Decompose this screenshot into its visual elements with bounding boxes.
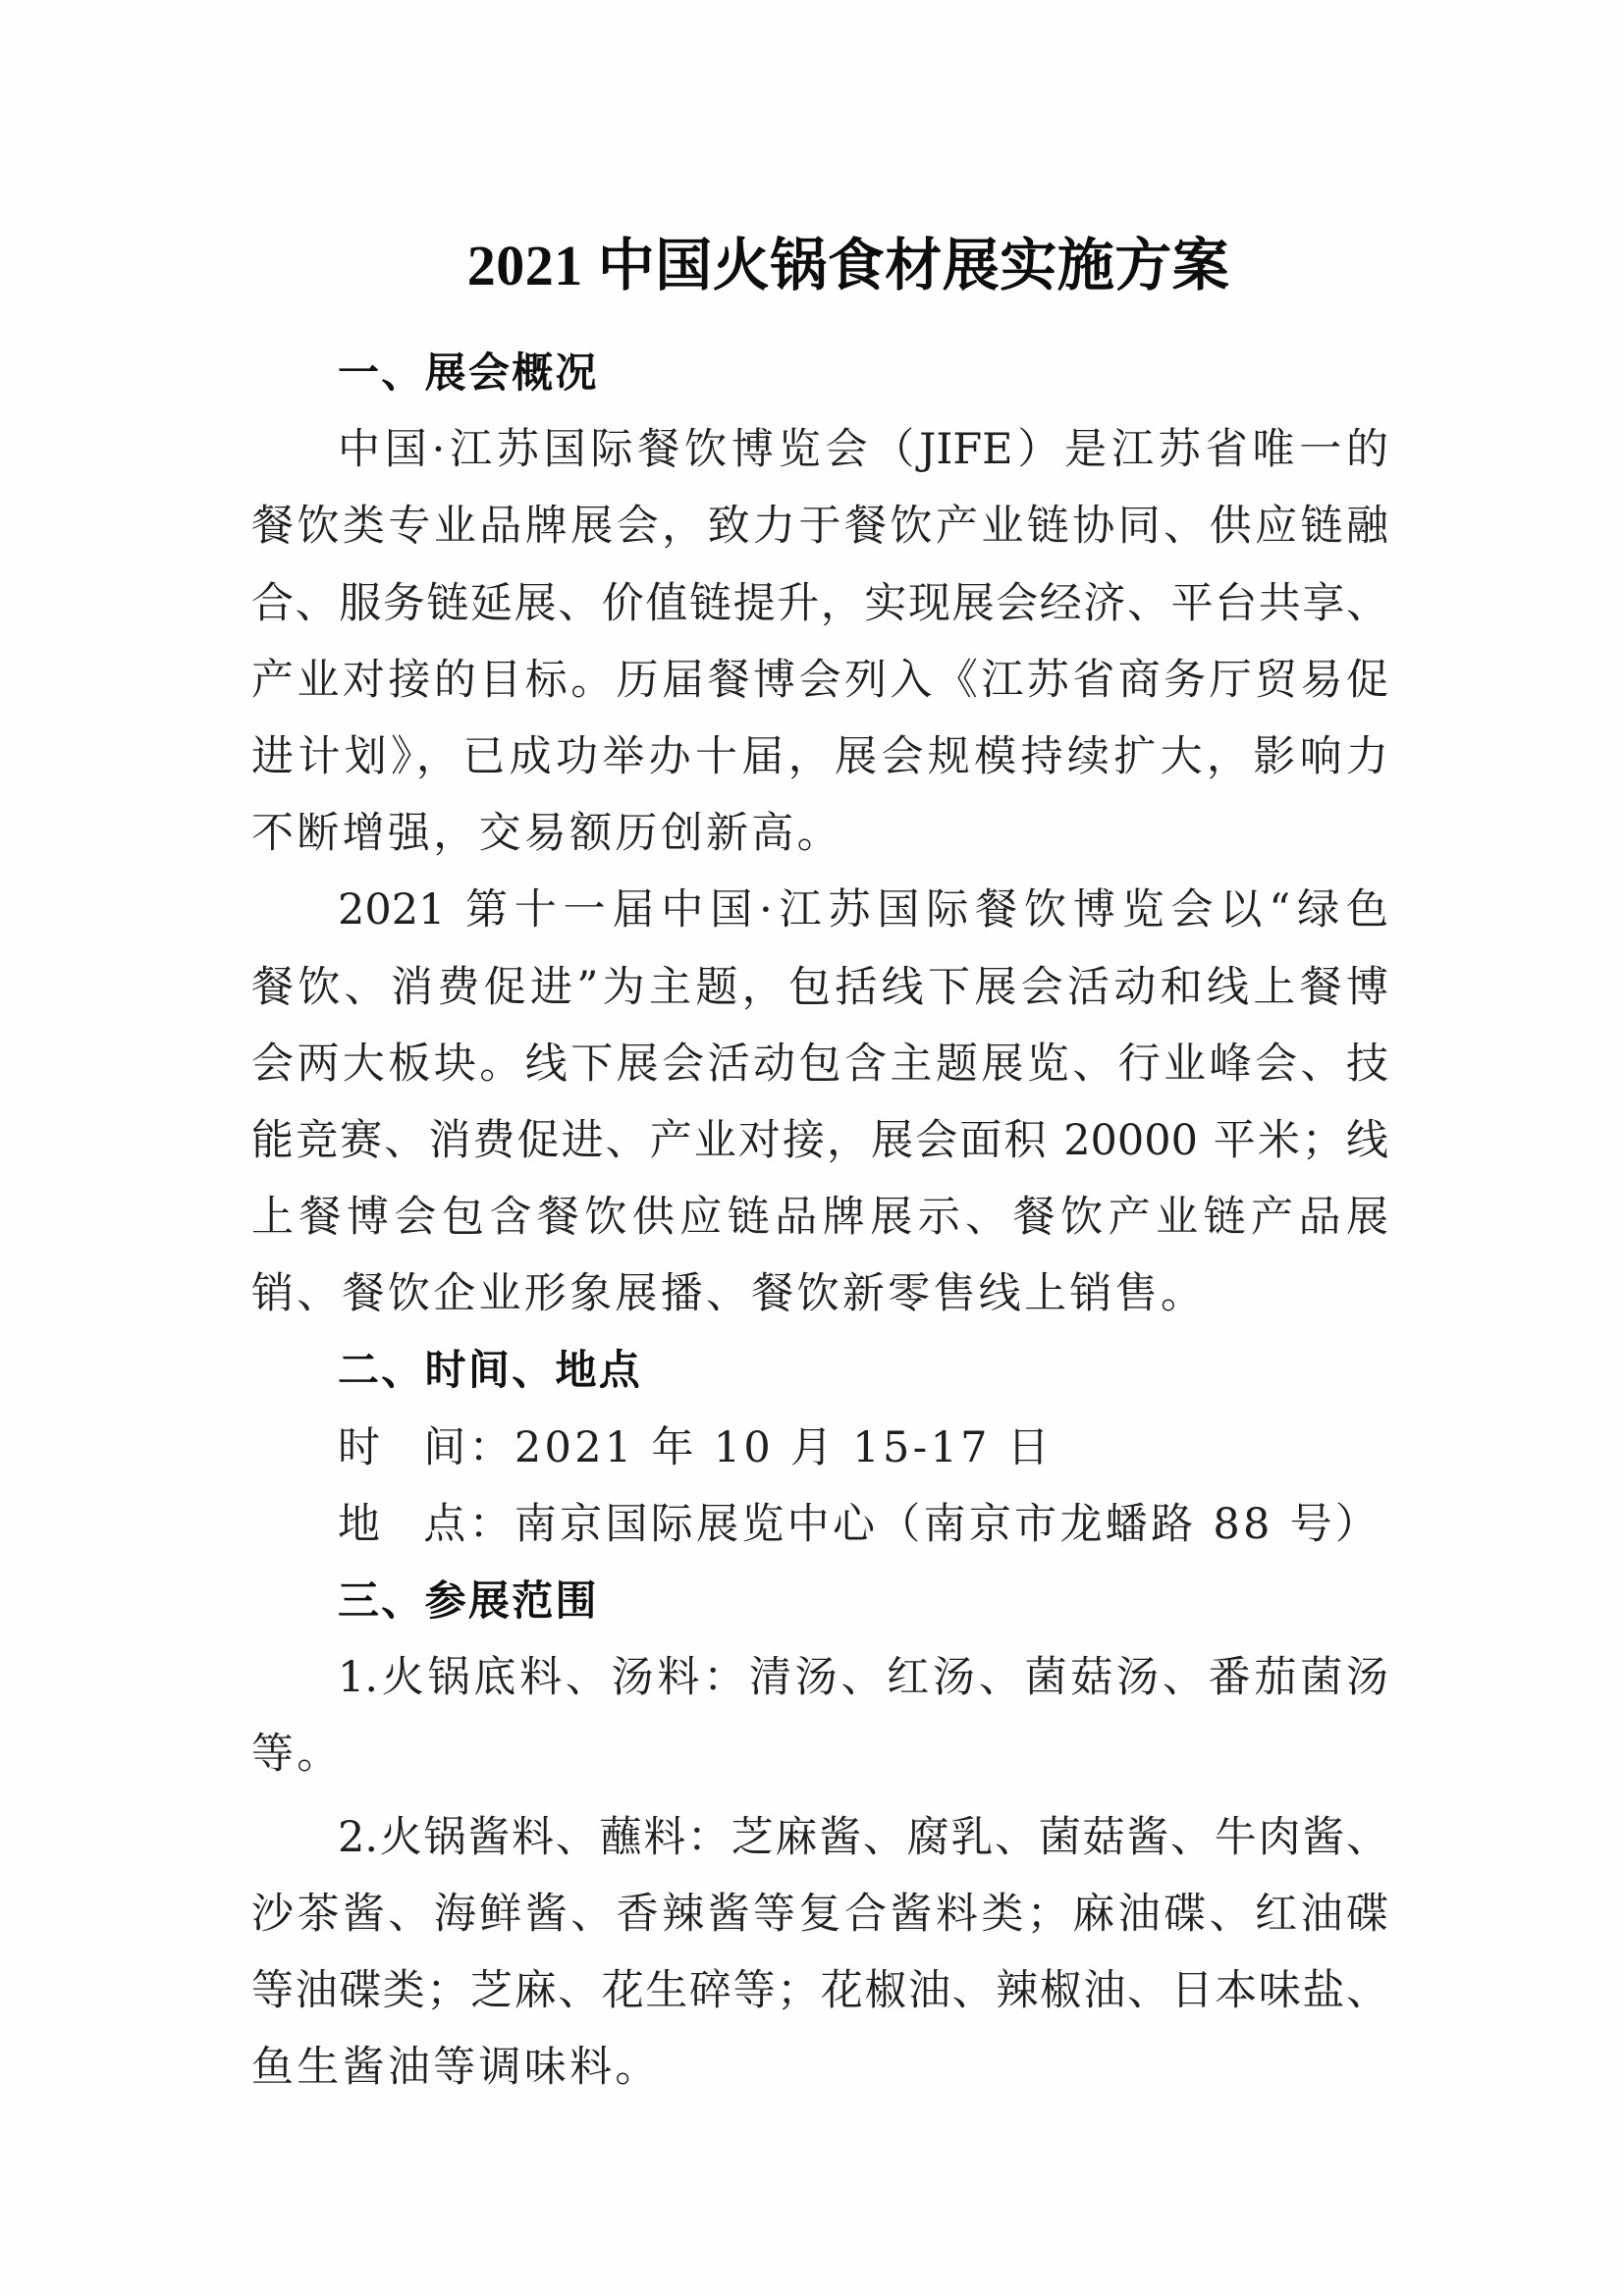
paragraph-line: 销、餐饮企业形象展播、餐饮新零售线上销售。 — [251, 1269, 1207, 1319]
place-label: 地 点： — [338, 1499, 514, 1549]
overview-paragraph-1 — [251, 411, 1388, 872]
section-heading-overview: 一、展会概况 — [338, 348, 599, 397]
paragraph-line: 不断增强，交易额历创新高。 — [251, 809, 842, 859]
paragraph-line: 中国·江苏国际餐饮博览会（JIFE）是江苏省唯一的 — [338, 425, 1388, 475]
paragraph-line: 会两大板块。线下展会活动包含主题展览、行业峰会、技 — [251, 1039, 1388, 1089]
document-body — [251, 335, 1388, 2106]
place-value: 南京国际展览中心（南京市龙蟠路 88 号） — [514, 1499, 1381, 1549]
paragraph-line: 产业对接的目标。历届餐博会列入《江苏省商务厅贸易促 — [251, 655, 1388, 705]
paragraph-line: 鱼生酱油等调味料。 — [251, 2043, 661, 2093]
section-heading-scope: 三、参展范围 — [338, 1576, 599, 1625]
paragraph-line: 餐饮类专业品牌展会，致力于餐饮产业链协同、供应链融 — [251, 502, 1388, 552]
time-row — [251, 1410, 1388, 1486]
paragraph-line: 2021 第十一届中国·江苏国际餐饮博览会以“绿色 — [338, 885, 1388, 935]
paragraph-line: 合、服务链延展、价值链提升，实现展会经济、平台共享、 — [251, 578, 1388, 628]
paragraph-line: 上餐博会包含餐饮供应链品牌展示、餐饮产业链产品展 — [251, 1193, 1388, 1243]
place-row — [251, 1486, 1388, 1563]
scope-item-2 — [251, 1799, 1388, 2107]
scope-item-1 — [251, 1639, 1388, 1792]
paragraph-line: 沙茶酱、海鲜酱、香辣酱等复合酱料类；麻油碟、红油碟 — [251, 1889, 1388, 1939]
paragraph-line: 等油碟类；芝麻、花生碎等；花椒油、辣椒油、日本味盐、 — [251, 1965, 1388, 2015]
section-heading-time-place: 二、时间、地点 — [338, 1346, 643, 1395]
paragraph-line: 餐饮、消费促进”为主题，包括线下展会活动和线上餐博 — [251, 962, 1388, 1012]
paragraph-line: 进计划》，已成功举办十届，展会规模持续扩大，影响力 — [251, 731, 1388, 781]
paragraph-line: 1.火锅底料、汤料：清汤、红汤、菌菇汤、番茄菌汤 — [338, 1653, 1388, 1703]
document-title: 2021 中国火锅食材展实施方案 — [466, 234, 1230, 297]
overview-paragraph-2 — [251, 872, 1388, 1332]
time-value: 2021 年 10 月 15-17 日 — [514, 1422, 1054, 1472]
time-label: 时 间： — [338, 1422, 514, 1472]
paragraph-line: 2.火锅酱料、蘸料：芝麻酱、腐乳、菌菇酱、牛肉酱、 — [338, 1812, 1388, 1862]
paragraph-line: 能竞赛、消费促进、产业对接，展会面积 20000 平米；线 — [251, 1115, 1388, 1165]
paragraph-line: 等。 — [251, 1730, 343, 1780]
